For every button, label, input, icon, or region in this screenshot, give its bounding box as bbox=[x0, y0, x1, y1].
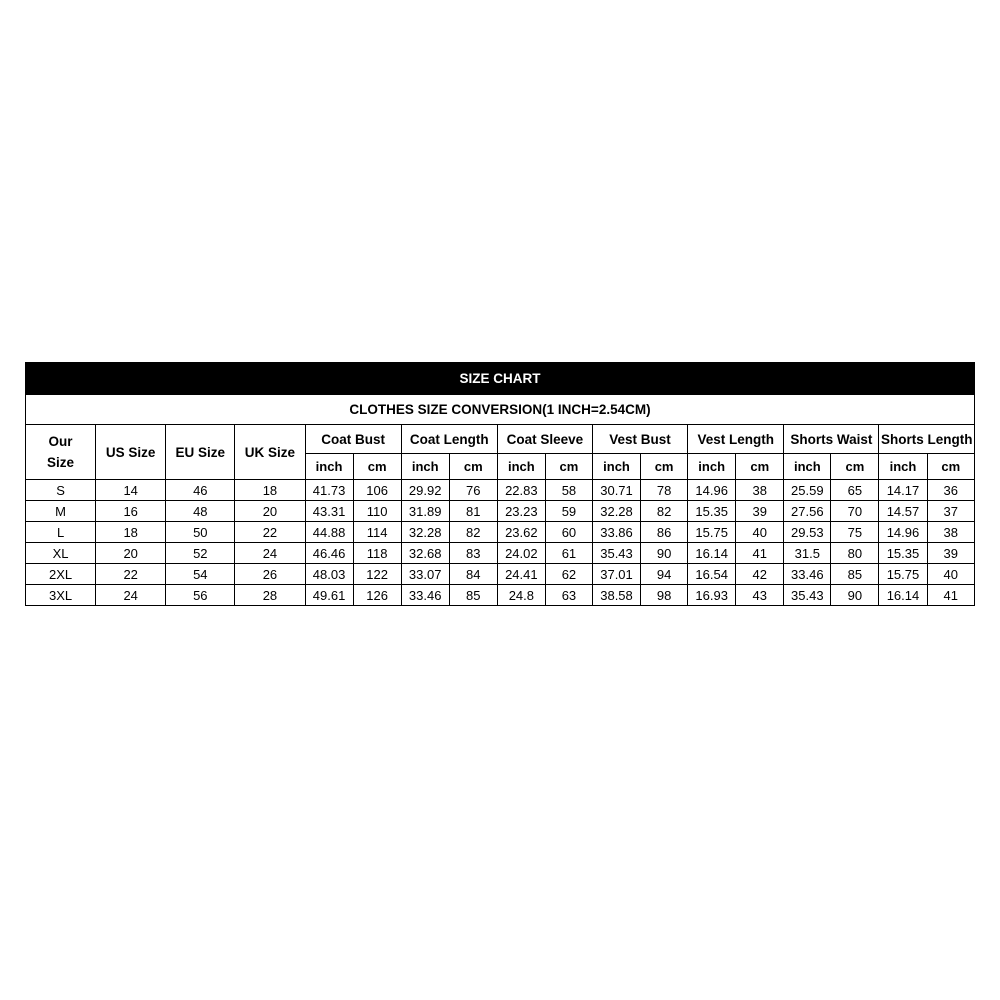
table-cell: 41 bbox=[927, 585, 974, 606]
table-cell: 14.57 bbox=[879, 501, 927, 522]
table-cell: 94 bbox=[641, 564, 688, 585]
unit-cm: cm bbox=[545, 454, 592, 480]
table-cell: 90 bbox=[831, 585, 879, 606]
table-cell: 110 bbox=[353, 501, 401, 522]
table-cell: 24 bbox=[235, 543, 305, 564]
size-label-cell: XL bbox=[26, 543, 96, 564]
table-cell: 36 bbox=[927, 480, 974, 501]
table-cell: 32.68 bbox=[401, 543, 449, 564]
table-cell: 16.54 bbox=[688, 564, 736, 585]
table-cell: 15.35 bbox=[688, 501, 736, 522]
table-cell: 14.96 bbox=[688, 480, 736, 501]
header-shorts-length: Shorts Length bbox=[879, 425, 975, 454]
table-cell: 40 bbox=[927, 564, 974, 585]
table-cell: 80 bbox=[831, 543, 879, 564]
table-cell: 33.46 bbox=[401, 585, 449, 606]
table-row bbox=[26, 501, 975, 522]
table-cell: 49.61 bbox=[305, 585, 353, 606]
unit-inch: inch bbox=[305, 454, 353, 480]
table-cell: 61 bbox=[545, 543, 592, 564]
table-cell: 14.96 bbox=[879, 522, 927, 543]
size-label-cell: 3XL bbox=[26, 585, 96, 606]
table-cell: 37 bbox=[927, 501, 974, 522]
size-label-cell: S bbox=[26, 480, 96, 501]
table-cell: 122 bbox=[353, 564, 401, 585]
unit-cm: cm bbox=[736, 454, 784, 480]
table-cell: 43.31 bbox=[305, 501, 353, 522]
size-rows bbox=[26, 480, 975, 606]
table-cell: 15.35 bbox=[879, 543, 927, 564]
table-cell: 33.07 bbox=[401, 564, 449, 585]
table-cell: 38 bbox=[927, 522, 974, 543]
table-cell: 50 bbox=[166, 522, 235, 543]
table-cell: 29.53 bbox=[784, 522, 831, 543]
unit-cm: cm bbox=[831, 454, 879, 480]
size-label-cell: 2XL bbox=[26, 564, 96, 585]
size-chart bbox=[25, 362, 975, 606]
table-cell: 81 bbox=[449, 501, 497, 522]
header-us-size: US Size bbox=[96, 425, 166, 480]
header-coat-bust: Coat Bust bbox=[305, 425, 401, 454]
table-cell: 38.58 bbox=[592, 585, 640, 606]
table-cell: 24 bbox=[96, 585, 166, 606]
table-cell: 29.92 bbox=[401, 480, 449, 501]
header-uk-size: UK Size bbox=[235, 425, 305, 480]
table-cell: 30.71 bbox=[592, 480, 640, 501]
table-cell: 56 bbox=[166, 585, 235, 606]
table-cell: 15.75 bbox=[879, 564, 927, 585]
table-cell: 16.93 bbox=[688, 585, 736, 606]
table-cell: 48 bbox=[166, 501, 235, 522]
table-cell: 70 bbox=[831, 501, 879, 522]
table-cell: 22 bbox=[96, 564, 166, 585]
header-our-size bbox=[26, 425, 96, 480]
table-row bbox=[26, 480, 975, 501]
table-cell: 25.59 bbox=[784, 480, 831, 501]
table-cell: 114 bbox=[353, 522, 401, 543]
unit-inch: inch bbox=[688, 454, 736, 480]
table-cell: 42 bbox=[736, 564, 784, 585]
table-cell: 43 bbox=[736, 585, 784, 606]
table-cell: 48.03 bbox=[305, 564, 353, 585]
header-shorts-waist: Shorts Waist bbox=[784, 425, 879, 454]
unit-cm: cm bbox=[353, 454, 401, 480]
header-vest-length: Vest Length bbox=[688, 425, 784, 454]
header-coat-sleeve: Coat Sleeve bbox=[497, 425, 592, 454]
table-cell: 58 bbox=[545, 480, 592, 501]
table-cell: 39 bbox=[927, 543, 974, 564]
header-our-size-line1: Our bbox=[48, 434, 73, 449]
table-cell: 31.5 bbox=[784, 543, 831, 564]
table-cell: 40 bbox=[736, 522, 784, 543]
table-cell: 22.83 bbox=[497, 480, 545, 501]
unit-inch: inch bbox=[879, 454, 927, 480]
table-cell: 44.88 bbox=[305, 522, 353, 543]
table-cell: 18 bbox=[96, 522, 166, 543]
table-cell: 24.8 bbox=[497, 585, 545, 606]
table-cell: 62 bbox=[545, 564, 592, 585]
table-cell: 85 bbox=[449, 585, 497, 606]
table-cell: 20 bbox=[235, 501, 305, 522]
table-cell: 24.41 bbox=[497, 564, 545, 585]
unit-cm: cm bbox=[641, 454, 688, 480]
table-cell: 90 bbox=[641, 543, 688, 564]
table-row bbox=[26, 543, 975, 564]
table-cell: 46.46 bbox=[305, 543, 353, 564]
table-cell: 59 bbox=[545, 501, 592, 522]
table-cell: 16 bbox=[96, 501, 166, 522]
table-cell: 54 bbox=[166, 564, 235, 585]
unit-inch: inch bbox=[592, 454, 640, 480]
table-cell: 22 bbox=[235, 522, 305, 543]
unit-inch: inch bbox=[784, 454, 831, 480]
table-cell: 60 bbox=[545, 522, 592, 543]
table-cell: 14 bbox=[96, 480, 166, 501]
table-cell: 18 bbox=[235, 480, 305, 501]
table-cell: 32.28 bbox=[592, 501, 640, 522]
table-row bbox=[26, 522, 975, 543]
table-cell: 41.73 bbox=[305, 480, 353, 501]
table-cell: 46 bbox=[166, 480, 235, 501]
table-cell: 31.89 bbox=[401, 501, 449, 522]
table-cell: 28 bbox=[235, 585, 305, 606]
table-cell: 76 bbox=[449, 480, 497, 501]
table-cell: 52 bbox=[166, 543, 235, 564]
table-cell: 106 bbox=[353, 480, 401, 501]
unit-inch: inch bbox=[497, 454, 545, 480]
table-cell: 26 bbox=[235, 564, 305, 585]
table-cell: 14.17 bbox=[879, 480, 927, 501]
unit-cm: cm bbox=[449, 454, 497, 480]
table-cell: 98 bbox=[641, 585, 688, 606]
table-cell: 82 bbox=[449, 522, 497, 543]
size-label-cell: M bbox=[26, 501, 96, 522]
table-cell: 16.14 bbox=[879, 585, 927, 606]
table-cell: 15.75 bbox=[688, 522, 736, 543]
table-cell: 83 bbox=[449, 543, 497, 564]
table-cell: 32.28 bbox=[401, 522, 449, 543]
table-cell: 33.86 bbox=[592, 522, 640, 543]
table-cell: 33.46 bbox=[784, 564, 831, 585]
table-cell: 35.43 bbox=[784, 585, 831, 606]
table-cell: 75 bbox=[831, 522, 879, 543]
size-label-cell: L bbox=[26, 522, 96, 543]
table-cell: 20 bbox=[96, 543, 166, 564]
table-cell: 63 bbox=[545, 585, 592, 606]
table-cell: 86 bbox=[641, 522, 688, 543]
table-cell: 24.02 bbox=[497, 543, 545, 564]
table-cell: 65 bbox=[831, 480, 879, 501]
table-cell: 41 bbox=[736, 543, 784, 564]
unit-cm: cm bbox=[927, 454, 974, 480]
table-cell: 82 bbox=[641, 501, 688, 522]
table-cell: 23.23 bbox=[497, 501, 545, 522]
table-cell: 85 bbox=[831, 564, 879, 585]
table-cell: 38 bbox=[736, 480, 784, 501]
size-chart-table bbox=[25, 362, 975, 606]
table-cell: 35.43 bbox=[592, 543, 640, 564]
header-coat-length: Coat Length bbox=[401, 425, 497, 454]
table-cell: 39 bbox=[736, 501, 784, 522]
table-row bbox=[26, 585, 975, 606]
table-cell: 27.56 bbox=[784, 501, 831, 522]
table-cell: 126 bbox=[353, 585, 401, 606]
chart-title: SIZE CHART bbox=[26, 363, 975, 395]
header-our-size-line2: Size bbox=[47, 455, 75, 470]
unit-inch: inch bbox=[401, 454, 449, 480]
chart-subtitle: CLOTHES SIZE CONVERSION(1 INCH=2.54CM) bbox=[26, 395, 975, 425]
table-cell: 16.14 bbox=[688, 543, 736, 564]
table-cell: 84 bbox=[449, 564, 497, 585]
table-row bbox=[26, 564, 975, 585]
table-cell: 37.01 bbox=[592, 564, 640, 585]
header-vest-bust: Vest Bust bbox=[592, 425, 687, 454]
table-cell: 118 bbox=[353, 543, 401, 564]
table-cell: 78 bbox=[641, 480, 688, 501]
header-eu-size: EU Size bbox=[166, 425, 235, 480]
table-cell: 23.62 bbox=[497, 522, 545, 543]
